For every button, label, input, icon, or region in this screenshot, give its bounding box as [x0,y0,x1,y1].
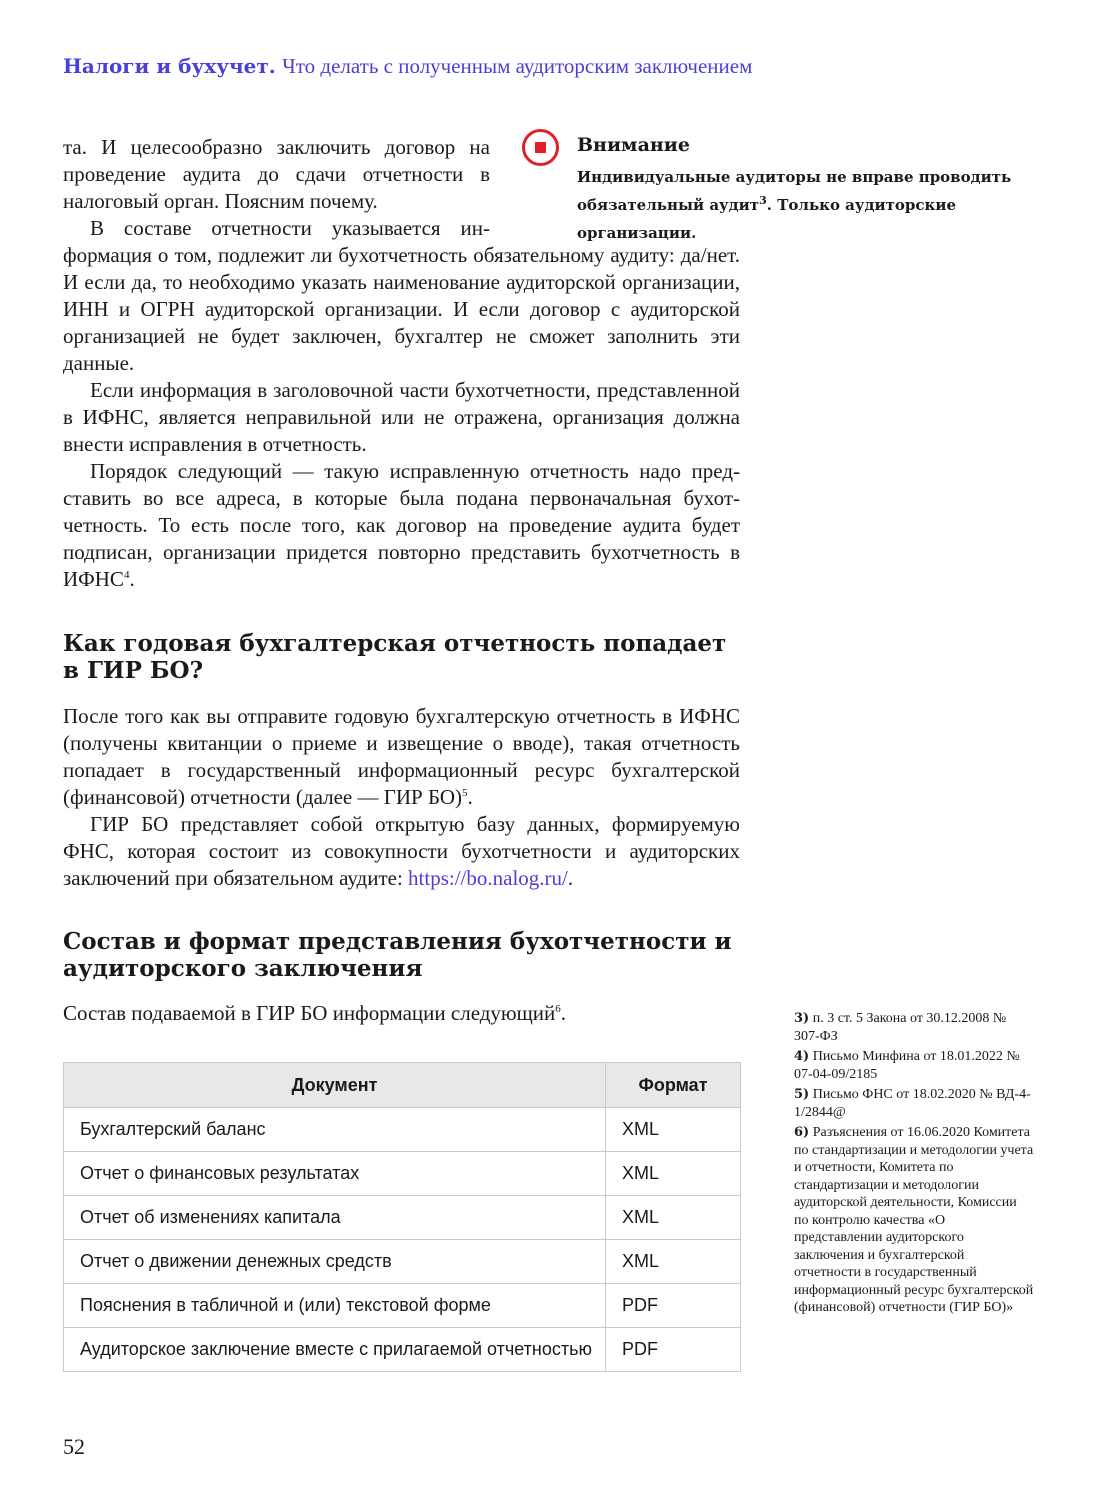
footnote-number: 5) [794,1087,810,1102]
footnote-number: 4) [794,1049,810,1064]
footnote-text: Разъяснения от 16.06.2020 Комитета по стандартизации и методологии учета и отчетности, Комитета по стандартизации и методологии аудиторской деятельности, Комиссии по контролю качества «О представлении аудиторского заключения и бухгалтерской отчетности в государственный информационный ресурс бухгалтерской (финансовой) отчетности (ГИР БО)» [794,1125,1034,1315]
footnote-ref: 6 [555,1003,561,1015]
page-number: 52 [63,1434,85,1459]
intro-paragraph-4: Порядок следующий — такую исправленную отчетность надо представить во все адреса, в которые была подана первоначальная бухотчетность. То есть после того, как договор на проведение аудита будет подписан, организации придется повторно представить бухотчетность в ИФНС [63,459,740,591]
table-row [64,1328,741,1372]
document-cell: Пояснения в табличной и (или) текстовой форме [64,1284,606,1328]
punctuation: . [567,866,574,890]
section2-paragraph-1: Состав подаваемой в ГИР БО информации следующий [63,1001,556,1025]
table-row [64,1196,741,1240]
footnote-item [794,1086,1034,1121]
header-section: Налоги и бухучет. [63,54,276,78]
column-header-format: Формат [606,1063,741,1108]
punctuation: . [560,1001,567,1025]
intro-paragraph-1: та. И целесообразно заключить договор на проведение аудита до сдачи отчетности в налоговый орган. Поясним почему. [63,135,490,213]
section1-text [63,703,740,892]
document-cell: Отчет о финансовых результатах [64,1152,606,1196]
attention-text [577,163,1017,247]
footnote-item [794,1010,1034,1045]
column-header-document: Документ [64,1063,606,1108]
document-cell: Аудиторское заключение вместе с прилагаемой отчетностью [64,1328,606,1372]
gir-bo-link[interactable]: https://bo.nalog.ru/ [408,866,568,890]
table-header-row [64,1063,741,1108]
footnote-text: Письмо ФНС от 18.02.2020 № ВД-4-1/2844@ [794,1087,1031,1120]
attention-title: Внимание [577,134,690,156]
document-cell: Отчет о движении денежных средств [64,1240,606,1284]
table-row [64,1108,741,1152]
stop-alert-icon [522,129,559,166]
running-header [63,54,1043,79]
document-cell: Отчет об изменениях капитала [64,1196,606,1240]
attention-body-end: . Только аудиторские организации. [577,196,957,242]
footnotes [794,1010,1034,1320]
format-cell: XML [606,1152,741,1196]
format-cell: XML [606,1108,741,1152]
footnote-ref: 3 [759,194,767,207]
attention-body: Индивидуальные аудиторы не вправе проводить обязательный аудит [577,168,1012,214]
footnote-item [794,1048,1034,1083]
intro-paragraph-2: В составе отчетности указывается информация о том, подлежит ли бухотчетность обязательному аудиту: да/нет. И если да, то необходимо указать наименование аудиторской организации, ИНН и ОГРН аудиторской организации. И если договор с аудиторской организацией не будет заключен, бухгалтер не сможет заполнить эти данные. [63,216,740,375]
footnote-number: 6) [794,1125,810,1140]
footnote-text: п. 3 ст. 5 Закона от 30.12.2008 № 307-ФЗ [794,1011,1007,1044]
section1-paragraph-1: После того как вы отправите годовую бухгалтерскую отчетность в ИФНС (получены квитанции о приеме и извещение о вводе), такая отчетность попадает в государственный информационный ресурс бухгалтерской (финансовой) отчетности (далее — ГИР БО) [63,704,740,809]
table-row [64,1284,741,1328]
format-cell: PDF [606,1328,741,1372]
format-cell: XML [606,1240,741,1284]
section2-text [63,1000,740,1027]
footnote-number: 3) [794,1011,810,1026]
footnote-text: Письмо Минфина от 18.01.2022 № 07-04-09/2185 [794,1049,1020,1082]
footnote-item [794,1124,1034,1317]
format-cell: PDF [606,1284,741,1328]
section-heading-composition: Состав и формат представления бухотчетности и аудиторского заключения [63,928,732,982]
format-cell: XML [606,1196,741,1240]
section-heading-gir-bo: Как годовая бухгалтерская отчетность попадает в ГИР БО? [63,630,727,684]
header-title: Что делать с полученным аудиторским заключением [282,54,753,78]
punctuation: . [467,785,473,809]
section1-paragraph-2: ГИР БО представляет собой открытую базу данных, формируемую ФНС, которая состоит из совокупности бухотчетности и аудиторских заключений при обязательном аудите: [63,812,740,890]
footnote-ref: 5 [462,787,468,799]
punctuation: . [129,567,135,591]
table-row [64,1240,741,1284]
intro-paragraph-3: Если информация в заголовочной части бухотчетности, представленной в ИФНС, является неправильной или не отражена, организация должна внести исправления в отчетность. [63,378,740,456]
documents-table [63,1062,741,1372]
table-row [64,1152,741,1196]
document-cell: Бухгалтерский баланс [64,1108,606,1152]
footnote-ref: 4 [123,569,130,581]
